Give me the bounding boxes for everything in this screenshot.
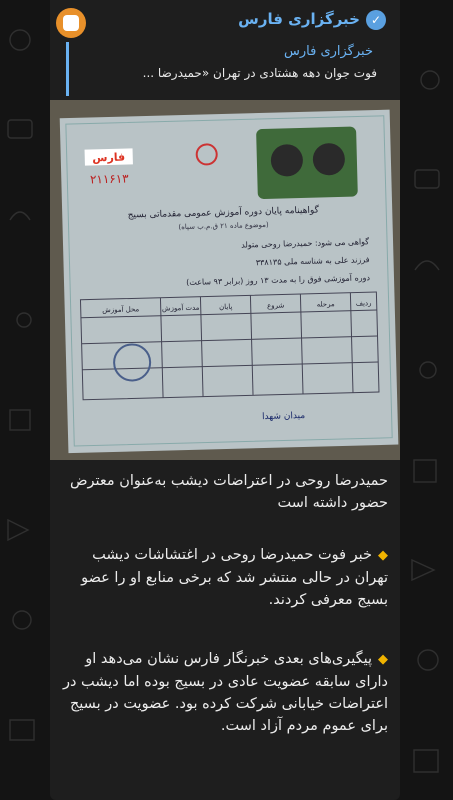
fars-logo: فارس bbox=[92, 150, 126, 165]
diamond-bullet-icon: ◆ bbox=[378, 652, 388, 667]
message-header bbox=[50, 0, 400, 100]
document-photo[interactable] bbox=[50, 100, 400, 460]
stamp-text: میدان شهدا bbox=[261, 410, 306, 423]
document-line-3: دوره آموزشی فوق را به مدت ۱۳ روز (برابر ۹۳ ساعت) bbox=[186, 273, 371, 288]
paragraph-1: حمیدرضا روحی در اعتراضات دیشب به‌عنوان معترض حضور داشته است bbox=[69, 473, 388, 511]
reply-preview[interactable] bbox=[66, 42, 387, 96]
document-title: گواهینامه پایان دوره آموزش عمومی مقدماتی بسیج bbox=[127, 205, 319, 221]
paragraph-3-text: پیگیری‌های بعدی خبرنگار فارس نشان می‌دهد او دارای سابقه عضویت عادی در بسیج بوده اما دیشب در اعتراضات خیابانی شرکت کرده بود. عضویت در بسیج برای عموم مردم آزاد است. bbox=[62, 651, 388, 734]
message-bubble bbox=[50, 0, 400, 800]
document-subtitle: (موضوع ماده ۲۱ ق.م.ب سپاه) bbox=[178, 220, 269, 232]
channel-name[interactable]: خبرگزاری فارس bbox=[238, 10, 360, 28]
reply-text: فوت جوان دهه هشتادی در تهران «حمیدرضا ... bbox=[142, 66, 377, 80]
diamond-bullet-icon: ◆ bbox=[378, 548, 388, 563]
table-header-0: ردیف bbox=[355, 299, 372, 308]
table-header-4: مدت آموزش bbox=[161, 303, 200, 313]
document-line-2: فرزند علی به شناسه ملی ۳۳۸۱۳۵ bbox=[255, 255, 370, 268]
reply-author: خبرگزاری فارس bbox=[283, 44, 373, 59]
table-header-1: مرحله bbox=[316, 300, 335, 309]
table-header-2: شروع bbox=[266, 301, 285, 310]
paragraph-3 bbox=[62, 648, 388, 737]
paragraph-2 bbox=[62, 544, 388, 611]
document-serial: ۲۱۱۶۱۳ bbox=[89, 171, 129, 187]
message-text bbox=[50, 462, 400, 800]
verified-badge-icon: ✓ bbox=[366, 10, 386, 30]
document-line-1: گواهی می شود: حمیدرضا روحی متولد bbox=[241, 237, 370, 250]
table-header-5: محل آموزش bbox=[102, 305, 140, 315]
channel-avatar[interactable] bbox=[56, 8, 86, 38]
table-header-3: پایان bbox=[218, 302, 233, 312]
paragraph-2-text: خبر فوت حمیدرضا روحی در اغتشاشات دیشب تهران در حالی منتشر شد که برخی منابع او را عضو بسیج معرفی کردند. bbox=[81, 547, 388, 608]
